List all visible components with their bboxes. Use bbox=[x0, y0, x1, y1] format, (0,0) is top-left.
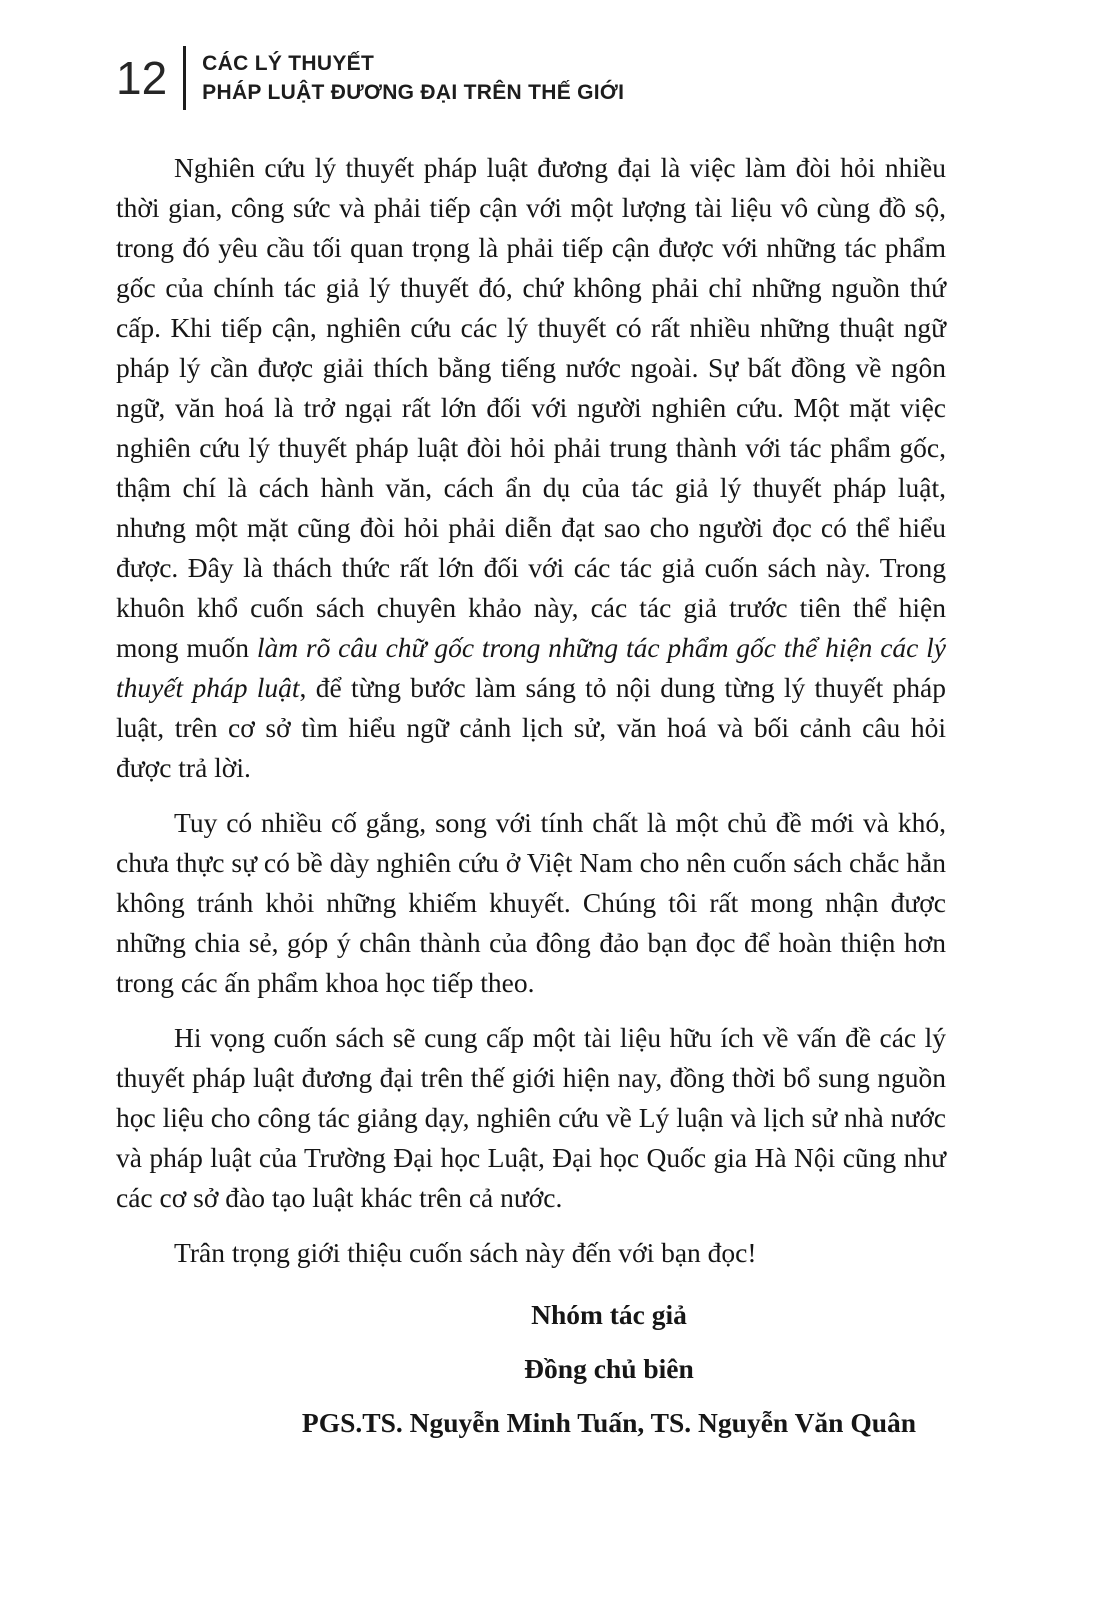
header-divider bbox=[183, 46, 186, 110]
header-title-line2: PHÁP LUẬT ĐƯƠNG ĐẠI TRÊN THẾ GIỚI bbox=[202, 81, 625, 104]
body-paragraphs bbox=[116, 148, 946, 1273]
header-title bbox=[202, 49, 624, 107]
signature-authors: PGS.TS. Nguyễn Minh Tuấn, TS. Nguyễn Văn Quân bbox=[301, 1407, 917, 1438]
header-title-line1: CÁC LÝ THUYẾT bbox=[202, 52, 375, 75]
running-header bbox=[116, 46, 1116, 110]
paragraph bbox=[116, 1018, 946, 1218]
paragraph bbox=[116, 1233, 946, 1273]
signature-role: Đồng chủ biên bbox=[524, 1353, 694, 1384]
paragraph-segment: , để từng bước làm sáng tỏ nội dung từng lý thuyết pháp luật, trên cơ sở tìm hiểu ngữ cảnh lịch sử, văn hoá và bối cảnh câu hỏi được trả lời. bbox=[116, 672, 946, 783]
paragraph-segment: Tuy có nhiều cố gắng, song với tính chất là một chủ đề mới và khó, chưa thực sự có bề dày nghiên cứu ở Việt Nam cho nên cuốn sách chắc hẳn không tránh khỏi những khiếm khuyết. Chúng tôi rất mong nhận được những chia sẻ, góp ý chân thành của đông đảo bạn đọc để hoàn thiện hơn trong các ấn phẩm khoa học tiếp theo. bbox=[116, 807, 946, 998]
paragraph-segment: Nghiên cứu lý thuyết pháp luật đương đại là việc làm đòi hỏi nhiều thời gian, công sức và phải tiếp cận với một lượng tài liệu vô cùng đồ sộ, trong đó yêu cầu tối quan trọng là phải tiếp cận được với những tác phẩm gốc của chính tác giả lý thuyết đó, chứ không phải chỉ những nguồn thứ cấp. Khi tiếp cận, nghiên cứu các lý thuyết có rất nhiều những thuật ngữ pháp lý cần được giải thích bằng tiếng nước ngoài. Sự bất đồng về ngôn ngữ, văn hoá là trở ngại rất lớn đối với người nghiên cứu. Một mặt việc nghiên cứu lý thuyết pháp luật đòi hỏi phải trung thành với tác phẩm gốc, thậm chí là cách hành văn, cách ẩn dụ của tác giả lý thuyết pháp luật, nhưng một mặt cũng đòi hỏi phải diễn đạt sao cho người đọc có thể hiểu được. Đây là thách thức rất lớn đối với các tác giả cuốn sách này. Trong khuôn khổ cuốn sách chuyên khảo này, các tác giả trước tiên thể hiện mong muốn bbox=[116, 152, 946, 663]
signature-block bbox=[194, 1295, 1024, 1443]
paragraph-segment: Trân trọng giới thiệu cuốn sách này đến với bạn đọc! bbox=[174, 1237, 757, 1268]
paragraph bbox=[116, 148, 946, 788]
paragraph-segment-italic: làm rõ câu chữ gốc trong những tác phẩm gốc thể hiện các lý thuyết pháp luật bbox=[116, 632, 946, 703]
page-number: 12 bbox=[116, 52, 168, 104]
paragraph bbox=[116, 803, 946, 1003]
paragraph-segment: Hi vọng cuốn sách sẽ cung cấp một tài liệu hữu ích về vấn đề các lý thuyết pháp luật đương đại trên thế giới hiện nay, đồng thời bổ sung nguồn học liệu cho công tác giảng dạy, nghiên cứu về Lý luận và lịch sử nhà nước và pháp luật của Trường Đại học Luật, Đại học Quốc gia Hà Nội cũng như các cơ sở đào tạo luật khác trên cả nước. bbox=[116, 1022, 946, 1213]
signature-group: Nhóm tác giả bbox=[531, 1299, 687, 1330]
